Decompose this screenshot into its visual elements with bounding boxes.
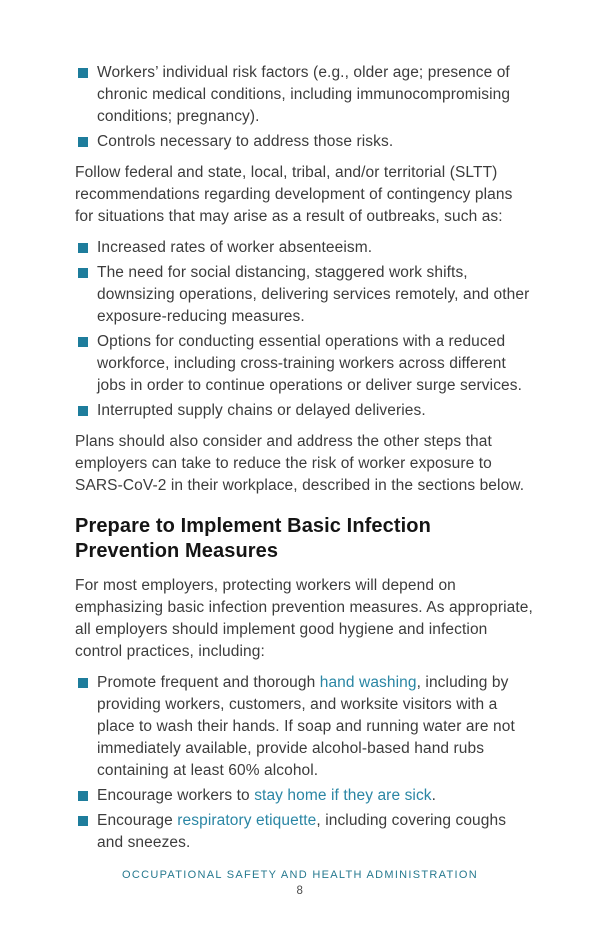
link-hand-washing[interactable]: hand washing xyxy=(319,674,417,691)
link-stay-home-if-sick[interactable]: stay home if they are sick xyxy=(254,787,432,804)
paragraph-infection-prevention-intro: For most employers, protecting workers will depend on emphasizing basic infection prevention measures. As appropriate, all employers should implement good hygiene and infection control practices, including: xyxy=(75,577,533,660)
list-item xyxy=(78,131,533,153)
bullet-square-icon xyxy=(78,243,88,253)
list-item-text: Options for conducting essential operations with a reduced workforce, including cross-training workers across different jobs in order to continue operations or deliver surge services. xyxy=(97,333,523,394)
list-item-text-pre: Promote frequent and thorough xyxy=(97,674,320,691)
bullet-square-icon xyxy=(78,816,88,826)
list-item xyxy=(78,400,533,422)
list-item-text-pre: Encourage xyxy=(97,812,178,829)
list-item-text: Controls necessary to address those risks. xyxy=(97,133,394,150)
hygiene-practices-list xyxy=(75,672,533,854)
list-item-text-post: . xyxy=(431,787,437,804)
list-item xyxy=(78,62,533,128)
list-item-text-post: , including covering coughs and sneezes. xyxy=(97,812,507,851)
risk-factors-list xyxy=(75,62,533,153)
document-page xyxy=(75,62,533,863)
list-item xyxy=(78,672,533,782)
list-item-text xyxy=(97,672,533,782)
page-footer xyxy=(0,869,600,897)
section-heading: Prepare to Implement Basic Infection Prevention Measures xyxy=(75,515,431,562)
list-item-text: Interrupted supply chains or delayed deliveries. xyxy=(97,402,426,419)
list-item-text: Increased rates of worker absenteeism. xyxy=(97,239,373,256)
bullet-square-icon xyxy=(78,791,88,801)
list-item-text: Workers’ individual risk factors (e.g., older age; presence of chronic medical conditions, including immunocompromising conditions; pregnancy). xyxy=(97,64,511,125)
bullet-square-icon xyxy=(78,137,88,147)
bullet-square-icon xyxy=(78,406,88,416)
list-item-text: The need for social distancing, staggered work shifts, downsizing operations, delivering services remotely, and other exposure-reducing measures. xyxy=(97,264,530,325)
list-item-text xyxy=(97,810,533,854)
list-item xyxy=(78,262,533,328)
list-item-text xyxy=(97,785,436,807)
list-item xyxy=(78,237,533,259)
paragraph-plans-other-steps: Plans should also consider and address the other steps that employers can take to reduce the risk of worker exposure to SARS-CoV-2 in their workplace, described in the sections below. xyxy=(75,433,525,494)
footer-org-name: OCCUPATIONAL SAFETY AND HEALTH ADMINISTRATION xyxy=(122,869,478,881)
list-item-text-post: , including by providing workers, customers, and worksite visitors with a place to wash their hands. If soap and running water are not immediately available, provide alcohol-based hand rubs containing at least 60% alcohol. xyxy=(97,674,515,779)
list-item xyxy=(78,331,533,397)
page-number: 8 xyxy=(296,885,304,897)
contingency-situations-list xyxy=(75,237,533,422)
list-item xyxy=(78,785,533,807)
link-respiratory-etiquette[interactable]: respiratory etiquette xyxy=(177,812,317,829)
list-item xyxy=(78,810,533,854)
paragraph-slt-recommendations: Follow federal and state, local, tribal, and/or territorial (SLTT) recommendations regarding development of contingency plans for situations that may arise as a result of outbreaks, such as: xyxy=(75,164,513,225)
bullet-square-icon xyxy=(78,68,88,78)
bullet-square-icon xyxy=(78,337,88,347)
list-item-text-pre: Encourage workers to xyxy=(97,787,255,804)
bullet-square-icon xyxy=(78,268,88,278)
bullet-square-icon xyxy=(78,678,88,688)
